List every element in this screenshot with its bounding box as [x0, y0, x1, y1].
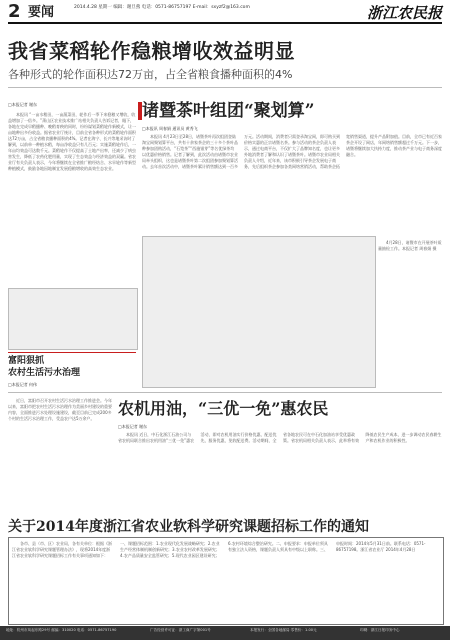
footer-distribution: 本报发行：全国各地邮局 零售价：1.00元: [250, 628, 317, 632]
tea-photo: [142, 236, 376, 388]
footer-address: 地址：杭州市凤起东路29号 邮编：310020 电话：0571-86757190: [6, 628, 117, 632]
lead-article-body: 本报讯 “一亩水稻田，一亩蔬菜田，轮作后一季下来稳粮又增收，收益增加了一倍多。”萧山区农业技术推广站相关负责人告诉记者，眼下，各地在完成早稻播种、晚稻育秧的同时，纷纷谋划菜稻轮作新模式，让一亩地种出多份收益。据省农业厅统计，目前全省各种形式的菜稻轮作面积达72万亩，占全省粮食播种面积的4%。记者在海宁、长兴等地采访时了解到，以前单一种植水稻，每亩净收益只有几百元；实施菜稻轮作后，一年亩均效益可达数千元。菜稻轮作不仅提高了土地产出率，还减少了病虫害发生，降低了农药化肥用量，实现了生态效益与经济效益的双赢。省农业厅有关负责人表示，今年将继续在全省推广粮经结合、水旱轮作等新型种植模式，鼓励各地因地制宜发展稳粮增收的高效生态农业。: [8, 112, 136, 171]
fuyang-byline: □本报记者 何伟: [8, 382, 38, 387]
red-accent-rule: [8, 352, 136, 353]
tea-article-body: 本报讯 4月23日至28日，诸暨茶叶再次组团登陆淘宝网聚划算平台，共有十余家茶企的三十多个茶叶品种参加团购活动，“石笕茶”“西施银芽”等名优绿茶均以优惠价格销售。记者了解到，此次活动由诸暨市农业局牵头组织，这也是诸暨茶叶第二次组团参加聚划算活动。去年首次活动中，诸暨茶叶累计销售额达到一百多万元。活动期间，消费者只需登录淘宝网，即可购买到价格实惠的正宗诸暨名茶。参与活动的茶企负责人表示，通过电商平台，不仅扩大了品牌知名度，也让更多外地消费者了解和认识了诸暨茶叶。诸暨市农业局相关负责人介绍，近年来，该市积极引导茶企发展电子商务，先后组织茶企参加各类网络营销活动，帮助茶企拓宽销售渠道，提升产品附加值。目前，全市已有近百家茶企开设了网店，年网络销售额超过千万元。下一步，诸暨将继续加大扶持力度，推动茶产业与电子商务深度融合。: [142, 134, 442, 169]
divider: [8, 87, 442, 88]
tea-photo-caption: 4月28日，诸暨市在开展茶叶质量抽检工作。本报记者 周春娟 摄: [378, 240, 442, 251]
masthead-logo: 浙江农民报: [366, 4, 442, 22]
edition-meta: 2014.4.28 星期一 编辑：谢旦燕 电话：0571-86757197 E-mail：sxyzf2@163.com: [74, 5, 250, 10]
tea-headline: 诸暨茶叶组团“聚划算”: [142, 101, 315, 121]
footer-bar: [0, 626, 450, 640]
fuel-headline: 农机用油，“三优一免”惠农民: [118, 399, 329, 418]
notice-body: 各市、县（市、区）农业局，各有关单位：根据《浙江省农业软科学研究课题管理办法》，现将2014年度浙江省农业软科学研究课题招标工作有关事项通知如下：一、课题招标范围：1.农业现代化发展战略研究；2.农业生产经营体制机制创新研究；3.农业农村改革发展研究；4.农产品质量安全监管研究；5.现代农业园区建设研究；6.农村环境综合整治研究。二、申报要求：申报单位须具有独立法人资格，课题负责人须具有中级以上职称。三、申报时间：2014年5月31日前。联系电话：0571-86757198。浙江省农业厅 2014年4月28日: [12, 541, 426, 558]
fuel-byline: □本报记者 谢东: [118, 424, 148, 429]
lead-byline: □本报记者 谢东: [8, 102, 38, 107]
lead-headline: 我省菜稻轮作稳粮增收效益明显: [8, 39, 295, 63]
photo: [8, 288, 138, 350]
notice-headline: 关于2014年度浙江省农业软科学研究课题招标工作的通知: [8, 519, 369, 535]
fuyang-headline-2: 农村生活污水治理: [8, 368, 81, 378]
section-title: 要闻: [28, 5, 55, 20]
fuel-article-body: 本报讯 近日，中石化浙江石油公司与省农机局联合推出农机用油“三优一免”惠农活动，即对农机用油实行价格优惠、配送优先、服务优惠，免收配送费。活动期间，全省各地农民可在中石化加油站享受优惠政策。省农机局相关负责人表示，此举将有效降低农民生产成本，进一步调动农民春耕生产和农机作业的积极性。: [118, 432, 442, 443]
divider: [8, 392, 442, 393]
fuyang-article-body: 近日，富阳市召开农村生活污水治理工作推进会。今年以来，富阳市把农村生活污水治理作为美丽乡村建设的重要内容，全面推进污水处理设施建设，截至目前已完成200多个村的生活污水治理工作，受益农户达5万余户。: [8, 398, 112, 421]
footer-license: 广告经营许可证：浙工商广字第001号: [150, 628, 211, 632]
header-rule: [8, 22, 442, 24]
page-number: 2: [8, 1, 21, 22]
footer-printing: 印刷：浙江日报印务中心: [360, 628, 400, 632]
fuyang-headline-1: 富阳狠抓: [8, 356, 45, 366]
lead-subheadline: 各种形式的轮作面积达72万亩，占全省粮食播种面积的4%: [8, 68, 293, 81]
tea-byline: □本报讯 周春娟 通讯员 黄秀飞: [142, 126, 198, 131]
